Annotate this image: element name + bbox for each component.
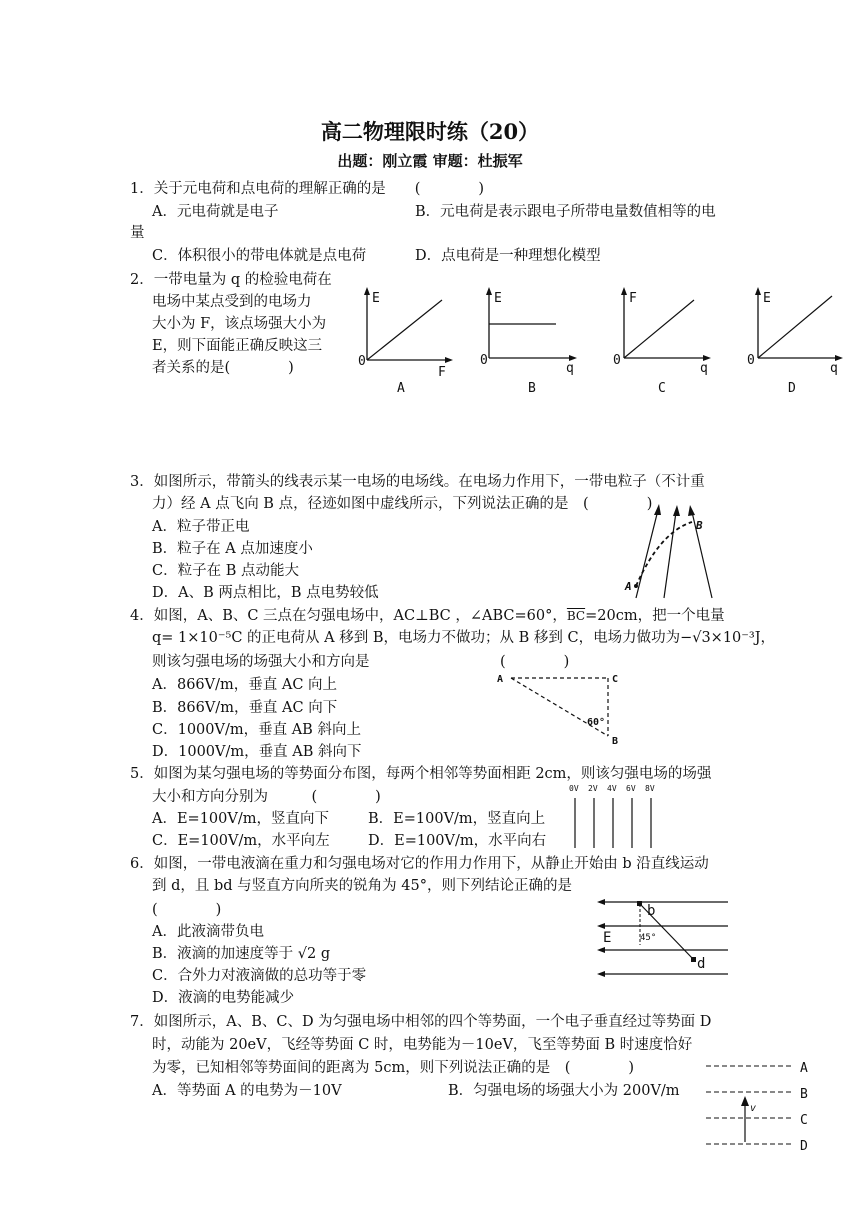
x-label: F	[438, 365, 446, 380]
graph-label: B	[528, 381, 536, 396]
q3-option-d: D．A、B 两点相比，B 点电势较低	[152, 585, 379, 601]
q7-equipotential-figure	[704, 1058, 824, 1158]
q1-option-a: A．元电荷就是电子	[152, 204, 279, 220]
point-a-label: A	[625, 580, 632, 593]
point-a	[634, 584, 638, 588]
q2-graph-c	[610, 286, 715, 396]
q2-stem-line2: 电场中某点受到的电场力	[152, 294, 312, 310]
graph-line	[624, 300, 694, 358]
origin-label: 0	[480, 353, 488, 368]
q6-option-b: B．液滴的加速度等于 √2 g	[152, 946, 331, 962]
point-a-label: A	[497, 674, 504, 685]
q6-field-figure	[594, 890, 734, 985]
q4-stem-line2: q= 1×10⁻⁵C 的正电荷从 A 移到 B，电场力不做功；从 B 移到 C，电场力做功为−√3×10⁻³J，	[152, 630, 776, 646]
field-arrow-icon	[673, 505, 680, 516]
field-arrow-icon	[597, 971, 605, 977]
graph-line	[367, 300, 442, 360]
plane-label: C	[800, 1113, 808, 1128]
point-d-label: d	[697, 956, 706, 972]
voltage-label: 8V	[645, 784, 655, 793]
q5-stem-line1: 5．如图为某匀强电场的等势面分布图，每两个相邻等势面相距 2cm，则该匀强电场的场强	[130, 766, 712, 782]
x-label: q	[830, 361, 838, 376]
y-arrow-icon	[364, 287, 370, 295]
q7-stem-line2: 时，动能为 20eV，飞经等势面 C 时，电势能为－10eV，飞至等势面 B 时速度恰好	[152, 1037, 693, 1053]
field-arrow-icon	[597, 947, 605, 953]
point-b	[637, 901, 642, 906]
q5-option-b: B．E=100V/m，竖直向上	[368, 811, 546, 827]
angle-label: 60°	[587, 717, 606, 728]
q1-option-c: C．体积很小的带电体就是点电荷	[152, 248, 367, 264]
q2-stem-line1: 2．一带电量为 q 的检验电荷在	[130, 272, 332, 288]
angle-label: 45°	[640, 933, 657, 943]
q6-option-d: D．液滴的电势能减少	[152, 990, 295, 1006]
q6-stem-line1: 6．如图，一带电液滴在重力和匀强电场对它的作用力作用下，从静止开始由 b 沿直线运动	[130, 856, 709, 872]
q4-triangle-figure	[495, 668, 635, 750]
field-line	[636, 510, 658, 598]
velocity-arrow-icon	[741, 1096, 749, 1106]
q4-option-c: C．1000V/m，垂直 AB 斜向上	[152, 722, 361, 738]
field-line	[664, 512, 676, 598]
q4-stem-part1: 4．如图，A、B、C 三点在匀强电场中，AC⊥BC ，∠ABC=60°，	[130, 608, 567, 624]
graph-label: C	[658, 381, 666, 396]
point-b-label: B	[696, 519, 703, 532]
q3-stem-line1: 3．如图所示，带箭头的线表示某一电场的电场线。在电场力作用下，一带电粒子（不计重	[130, 474, 705, 490]
y-label: E	[494, 291, 502, 306]
q4-stem-part2: =20cm，把一个电量	[585, 608, 725, 624]
q4-stem-line3: 则该匀强电场的场强大小和方向是 ( )	[152, 654, 570, 670]
x-label: q	[566, 361, 574, 376]
q2-stem-line4: E，则下面能正确反映这三	[152, 338, 323, 354]
plane-label: B	[800, 1087, 808, 1102]
q6-stem-line3: ( )	[152, 902, 222, 918]
q4-stem-line1	[130, 604, 725, 625]
x-arrow-icon	[445, 357, 453, 363]
origin-label: 0	[747, 353, 755, 368]
q2-graph-a	[358, 286, 458, 396]
velocity-label: v	[750, 1103, 757, 1114]
q2-graph-d	[744, 286, 849, 396]
q3-option-c: C．粒子在 B 点动能大	[152, 563, 299, 579]
q3-option-b: B．粒子在 A 点加速度小	[152, 541, 313, 557]
q4-option-a: A．866V/m，垂直 AC 向上	[152, 677, 338, 693]
graph-label: D	[788, 381, 796, 396]
field-arrow-icon	[654, 504, 661, 515]
field-arrow-icon	[597, 899, 605, 905]
voltage-label: 2V	[588, 784, 598, 793]
y-label: F	[629, 291, 637, 306]
y-arrow-icon	[486, 287, 492, 295]
q7-option-a: A．等势面 A 的电势为－10V	[152, 1083, 342, 1099]
q2-stem-line5: 者关系的是( )	[152, 360, 294, 376]
plane-label: D	[800, 1139, 808, 1154]
q7-stem-line3: 为零，已知相邻等势面间的距离为 5cm，则下列说法正确的是 ( )	[152, 1060, 635, 1076]
point-d	[691, 957, 696, 962]
voltage-label: 4V	[607, 784, 617, 793]
voltage-label: 6V	[626, 784, 636, 793]
y-label: E	[372, 291, 380, 306]
q4-option-d: D．1000V/m，垂直 AB 斜向下	[152, 744, 362, 760]
q6-stem-line2: 到 d，且 bd 与竖直方向所夹的锐角为 45°，则下列结论正确的是	[152, 878, 572, 894]
q1-stem: 1．关于元电荷和点电荷的理解正确的是 ( )	[130, 181, 485, 197]
point-c-label: C	[612, 674, 619, 685]
point-b-label: B	[612, 736, 619, 747]
origin-label: 0	[613, 353, 621, 368]
q4-segment-bc: $\overline{BC}$	[566, 609, 586, 623]
field-arrow-icon	[597, 923, 605, 929]
q5-stem-line2: 大小和方向分别为 ( )	[152, 789, 381, 805]
y-label: E	[763, 291, 771, 306]
q3-stem-line2: 力）经 A 点飞向 B 点，径迹如图中虚线所示，下列说法正确的是 ( )	[152, 496, 653, 512]
graph-label: A	[397, 381, 405, 396]
field-e-label: E	[603, 930, 612, 946]
q5-equipotential-figure	[566, 782, 666, 850]
q4-option-b: B．866V/m，垂直 AC 向下	[152, 700, 338, 716]
q5-option-c: C．E=100V/m，水平向左	[152, 833, 330, 849]
q5-option-a: A．E=100V/m，竖直向下	[152, 811, 329, 827]
point-b-label: b	[647, 903, 656, 919]
voltage-label: 0V	[569, 784, 579, 793]
q6-option-a: A．此液滴带负电	[152, 924, 264, 940]
page-title: 高二物理限时练（20）	[320, 119, 540, 144]
particle-trajectory	[636, 522, 692, 586]
y-arrow-icon	[621, 287, 627, 295]
q2-graph-b	[480, 286, 580, 396]
q7-option-b: B．匀强电场的场强大小为 200V/m	[448, 1083, 680, 1099]
q3-field-figure	[620, 500, 720, 600]
origin-label: 0	[358, 354, 366, 369]
q1-option-b: B．元电荷是表示跟电子所带电量数值相等的电	[415, 204, 716, 220]
y-arrow-icon	[755, 287, 761, 295]
page-subtitle: 出题：刚立霞 审题：杜振军	[337, 152, 523, 170]
q5-option-d: D．E=100V/m，水平向右	[368, 833, 547, 849]
q7-stem-line1: 7．如图所示，A、B、C、D 为匀强电场中相邻的四个等势面，一个电子垂直经过等势面 D	[130, 1014, 712, 1030]
q3-option-a: A．粒子带正电	[152, 519, 250, 535]
field-arrow-icon	[688, 505, 695, 516]
q2-stem-line3: 大小为 F，该点场强大小为	[152, 316, 327, 332]
plane-label: A	[800, 1061, 808, 1076]
x-label: q	[700, 361, 708, 376]
q1-option-b-cont: 量	[130, 225, 145, 241]
q6-option-c: C．合外力对液滴做的总功等于零	[152, 968, 367, 984]
q1-option-d: D．点电荷是一种理想化模型	[415, 248, 601, 264]
